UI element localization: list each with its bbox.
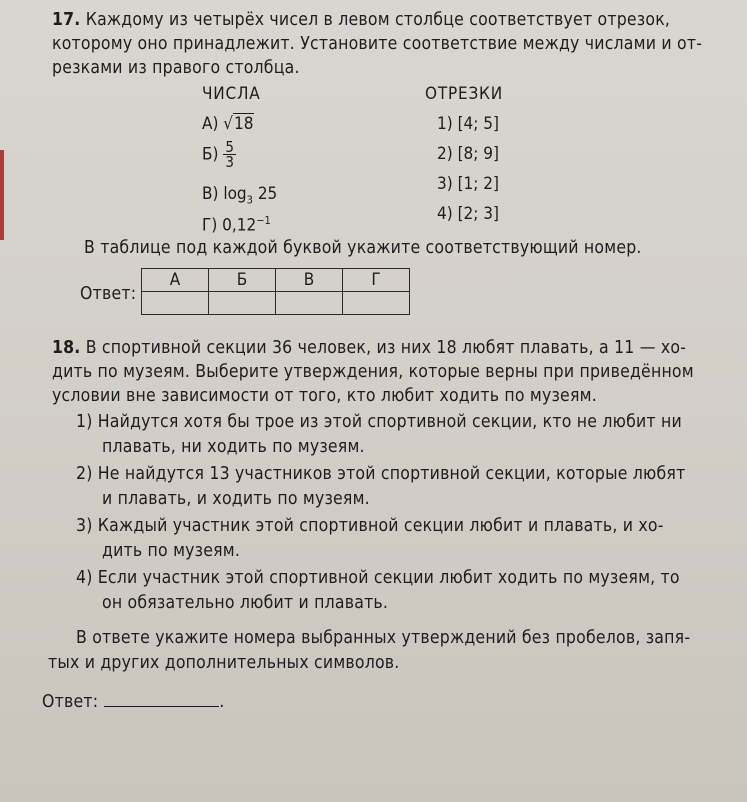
option-1-text1: Найдутся хотя бы трое из этой спортивной секции, кто не любит ни (97, 412, 682, 432)
answer-table-input-row (142, 292, 410, 315)
fraction-numerator: 5 (225, 138, 234, 156)
option-4-text2: он обязательно любит и плавать. (102, 593, 389, 613)
log-base: 3 (246, 193, 253, 207)
numbers-column-header: ЧИСЛА (202, 84, 261, 104)
option-3 (76, 516, 664, 536)
segment-2-label: 2) (437, 144, 453, 164)
number-a (202, 114, 254, 134)
task18-instruction2: тых и других дополнительных символов. (48, 653, 400, 673)
task17-line3: резками из правого столбца. (52, 58, 300, 78)
task17-text1: Каждому из четырёх чисел в левом столбце соответствует отрезок, (85, 10, 671, 30)
number-g-label: Г) (202, 215, 218, 236)
option-4 (76, 568, 680, 588)
segment-3-label: 3) (437, 174, 453, 194)
answer-table (141, 268, 410, 315)
option-2-text1: Не найдутся 13 участников этой спортивной секции, которые любят (97, 464, 686, 484)
table-header-a: А (142, 269, 209, 292)
task18-line2: дить по музеям. Выберите утверждения, которые верны при приведённом (52, 362, 694, 382)
task17-line1 (52, 10, 670, 30)
answer-field[interactable] (104, 706, 219, 707)
power-exponent: −1 (256, 214, 271, 227)
segment-4-value: [2; 3] (457, 204, 499, 224)
task18-instruction1: В ответе укажите номера выбранных утверждений без пробелов, запя- (76, 628, 691, 648)
option-4-number: 4) (76, 568, 93, 588)
table-header-g: Г (343, 269, 410, 292)
segment-1 (437, 114, 499, 134)
task18-line1 (52, 338, 686, 358)
number-v-label: В) (202, 184, 219, 204)
segment-3 (437, 174, 499, 194)
answer-cell-g[interactable] (343, 292, 410, 315)
table-header-v: В (276, 269, 343, 292)
number-g (202, 214, 271, 236)
answer-cell-v[interactable] (276, 292, 343, 315)
sqrt-icon: √ (223, 114, 234, 134)
log-function: log (223, 184, 247, 204)
number-b-label: Б) (202, 144, 219, 165)
option-3-text1: Каждый участник этой спортивной секции любит и плавать, и хо- (97, 516, 664, 536)
task17-number: 17. (52, 10, 81, 30)
answer-cell-a[interactable] (142, 292, 209, 315)
option-1-text2: плавать, ни ходить по музеям. (102, 437, 365, 457)
segment-2-value: [8; 9] (457, 144, 499, 164)
option-3-text2: дить по музеям. (102, 541, 241, 561)
task18-text1: В спортивной секции 36 человек, из них 18 любят плавать, а 11 — хо- (85, 338, 687, 358)
answer-cell-b[interactable] (209, 292, 276, 315)
segment-1-label: 1) (437, 114, 453, 134)
option-1 (76, 412, 682, 432)
task17-answer-label: Ответ: (80, 284, 137, 304)
segment-3-value: [1; 2] (457, 174, 499, 194)
answer-table-header-row (142, 269, 410, 292)
table-header-b: Б (209, 269, 276, 292)
segment-2 (437, 144, 499, 164)
option-4-text1: Если участник этой спортивной секции любит ходить по музеям, то (97, 568, 680, 588)
segment-4-label: 4) (437, 204, 453, 224)
number-b (202, 140, 236, 169)
task17-line2: которому оно принадлежит. Установите соответствие между числами и от- (52, 34, 703, 54)
option-2-text2: и плавать, и ходить по музеям. (102, 489, 370, 509)
task18-answer-label: Ответ: (42, 692, 99, 712)
task18-number: 18. (52, 338, 81, 358)
number-a-label: А) (202, 114, 219, 134)
number-v (202, 184, 277, 206)
option-3-number: 3) (76, 516, 93, 536)
segment-4 (437, 204, 499, 224)
number-a-radicand: 18 (234, 114, 254, 134)
segment-1-value: [4; 5] (457, 114, 499, 134)
log-argument: 25 (257, 184, 278, 204)
red-edge-decoration (0, 150, 4, 240)
fraction-denominator: 3 (225, 153, 234, 171)
fraction (223, 140, 236, 169)
task18-answer: Ответ: . (42, 692, 225, 712)
option-2-number: 2) (76, 464, 93, 484)
segments-column-header: ОТРЕЗКИ (425, 84, 503, 104)
task17-instruction: В таблице под каждой буквой укажите соответствующий номер. (84, 238, 642, 258)
option-2 (76, 464, 685, 484)
power-base: 0,12 (222, 215, 257, 236)
task18-line3: условии вне зависимости от того, кто любит ходить по музеям. (52, 386, 597, 406)
option-1-number: 1) (76, 412, 93, 432)
